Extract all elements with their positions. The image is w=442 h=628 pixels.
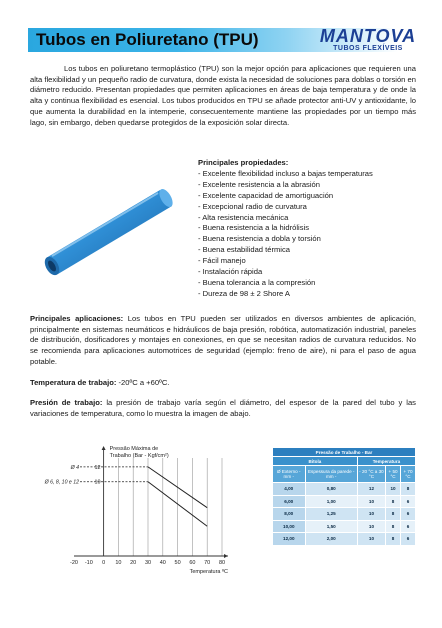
list-item: - Buena resistencia a la hidrólisis (198, 223, 310, 233)
x-tick-label: -10 (84, 560, 93, 566)
table-cell: 6 (401, 495, 416, 508)
table-group-header: Bitola (273, 457, 358, 466)
table-cell: 12 (357, 483, 385, 496)
table-cell: 10 (357, 520, 385, 533)
list-item: - Excepcional radio de curvatura (198, 201, 307, 211)
brand-logo (316, 26, 420, 56)
list-item: - Buena resistencia a dobla y torsión (198, 234, 321, 244)
table-cell: 0,80 (305, 483, 357, 496)
pressure-table (272, 447, 416, 546)
table-cell: 8 (386, 508, 401, 521)
table-cell: 1,25 (305, 508, 357, 521)
table-row (273, 483, 416, 496)
table-cell: 8 (386, 520, 401, 533)
table-cell: 2,00 (305, 533, 357, 546)
pressure-label: Presión de trabajo: (30, 398, 103, 407)
table-group-header: Temperatura (357, 457, 415, 466)
table-column-header: Ø Externo - mm - (273, 466, 306, 483)
list-item: - Excelente flexibilidad incluso a bajas temperaturas (198, 168, 373, 178)
list-item: - Dureza de 98 ± 2 Shore A (198, 288, 290, 298)
table-row (273, 520, 416, 533)
applications-label: Principales aplicaciones: (30, 314, 124, 323)
list-item: - Fácil manejo (198, 256, 246, 266)
table-row (273, 533, 416, 546)
tube-image (32, 176, 182, 281)
pressure-text: la presión de trabajo varía según el diámetro, del espesor de la pared del tubo y las variaciones de temperatura, como lo muestra la imagen de abajo. (30, 398, 416, 418)
table-column-header: - 20 °C a 30 °C (357, 466, 385, 483)
temperature-label: Temperatura de trabajo: (30, 378, 117, 387)
series-label: Ø 4 (70, 464, 79, 471)
x-tick-label: 30 (144, 560, 152, 566)
x-tick-label: 70 (204, 560, 211, 566)
y-tick-label: 12 (94, 464, 101, 471)
x-tick-label: 60 (189, 560, 196, 566)
list-item: - Buena tolerancia a la compresión (198, 277, 316, 287)
x-tick-label: 20 (130, 560, 137, 566)
properties-list (198, 158, 418, 300)
list-item: - Excelente resistencia a la abrasión (198, 179, 320, 189)
table-cell: 10 (357, 495, 385, 508)
table-column-header: Espessura da parede - mm - (305, 466, 357, 483)
table-cell: 10,00 (273, 520, 306, 533)
x-tick-label: -20 (70, 560, 78, 566)
table-cell: 8,00 (273, 508, 306, 521)
x-tick-label: 50 (174, 560, 181, 566)
pressure-temperature-chart (40, 440, 264, 578)
table-cell: 1,00 (305, 495, 357, 508)
logo-subtitle: TUBOS FLEXÍVEIS (333, 45, 403, 52)
x-tick-label: 80 (218, 560, 226, 566)
applications-paragraph (30, 314, 416, 368)
table-column-header: + 50 °C (386, 466, 401, 483)
x-axis-arrow (224, 554, 228, 558)
x-tick-label: 40 (159, 560, 166, 566)
y-axis-label: Pressão Máxima de (109, 446, 159, 452)
table-cell: 8 (386, 495, 401, 508)
y-tick-label: 10 (94, 479, 101, 486)
table-title: Pressão de Trabalho - Bar (273, 448, 416, 457)
series-label: Ø 6, 8, 10 e 12 (44, 479, 79, 486)
table-cell: 1,50 (305, 520, 357, 533)
table-cell: 12,00 (273, 533, 306, 546)
table-cell: 8 (386, 533, 401, 546)
logo-name: MANTOVA (319, 26, 417, 46)
list-item: - Instalación rápida (198, 267, 263, 277)
table-column-header: + 70 °C (401, 466, 416, 483)
table-cell: 10 (386, 483, 401, 496)
table-cell: 10 (357, 533, 385, 546)
x-tick-label: 0 (102, 560, 106, 566)
table-cell: 4,00 (273, 483, 306, 496)
table-cell: 6 (401, 508, 416, 521)
temperature-paragraph (30, 378, 416, 389)
x-axis-label: Temperatura ºC (189, 569, 228, 575)
page-title: Tubos en Poliuretano (TPU) (36, 30, 259, 49)
table-cell: 6 (401, 533, 416, 546)
table-cell: 10 (357, 508, 385, 521)
pressure-paragraph (30, 398, 416, 419)
applications-text: Los tubos en TPU pueden ser utilizados en diversos ambientes de aplicación, principalmente en sistemas neumáticos e hidráulicos de baja presión, robótica, automatización industrial, paneles de distribución, dosificadores y montajes en conexiones, en que se necesitan radios de curvatura reducidos. No se recomienda para aplicaciones automotrices de seguridad (ejemplo: freno de aire), ni para el paso de agua potable. (30, 314, 416, 366)
list-item: - Alta resistencia mecánica (198, 212, 289, 222)
y-axis-arrow (102, 446, 106, 450)
table-row (273, 495, 416, 508)
properties-heading: Principales propiedades: (198, 158, 289, 167)
table-row (273, 508, 416, 521)
list-item: - Excelente capacidad de amortiguación (198, 190, 334, 200)
temperature-text: -20ºC a +60ºC. (116, 378, 170, 387)
table-cell: 8 (401, 483, 416, 496)
list-item: - Buena estabilidad térmica (198, 245, 291, 255)
intro-paragraph: Los tubos en poliuretano termoplástico (TPU) son la mejor opción para aplicaciones que requieren una alta flexibilidad y un pequeño radio de curvatura, donde exista la necesidad de soluciones para doblas o torsión en diámetro reducido. Presentan propiedades que permiten aplicaciones en áreas de baja temperatura y de onde la alta y continua flexibilidad es esencial. Los tubos producidos en TPU se añade protector anti-UV y antioxidante, lo que aumenta la durabilidad en la intemperie, consecuentemente mantiene las propiedades por un tiempo más lago, sin embargo, deben quedarse protegidos de la exposición solar directa. (30, 64, 416, 127)
table-cell: 6,00 (273, 495, 306, 508)
y-axis-label-cont: Trabalho (Bar - Kgf/cm²) (109, 453, 169, 459)
table-cell: 6 (401, 520, 416, 533)
x-tick-label: 10 (115, 560, 122, 566)
